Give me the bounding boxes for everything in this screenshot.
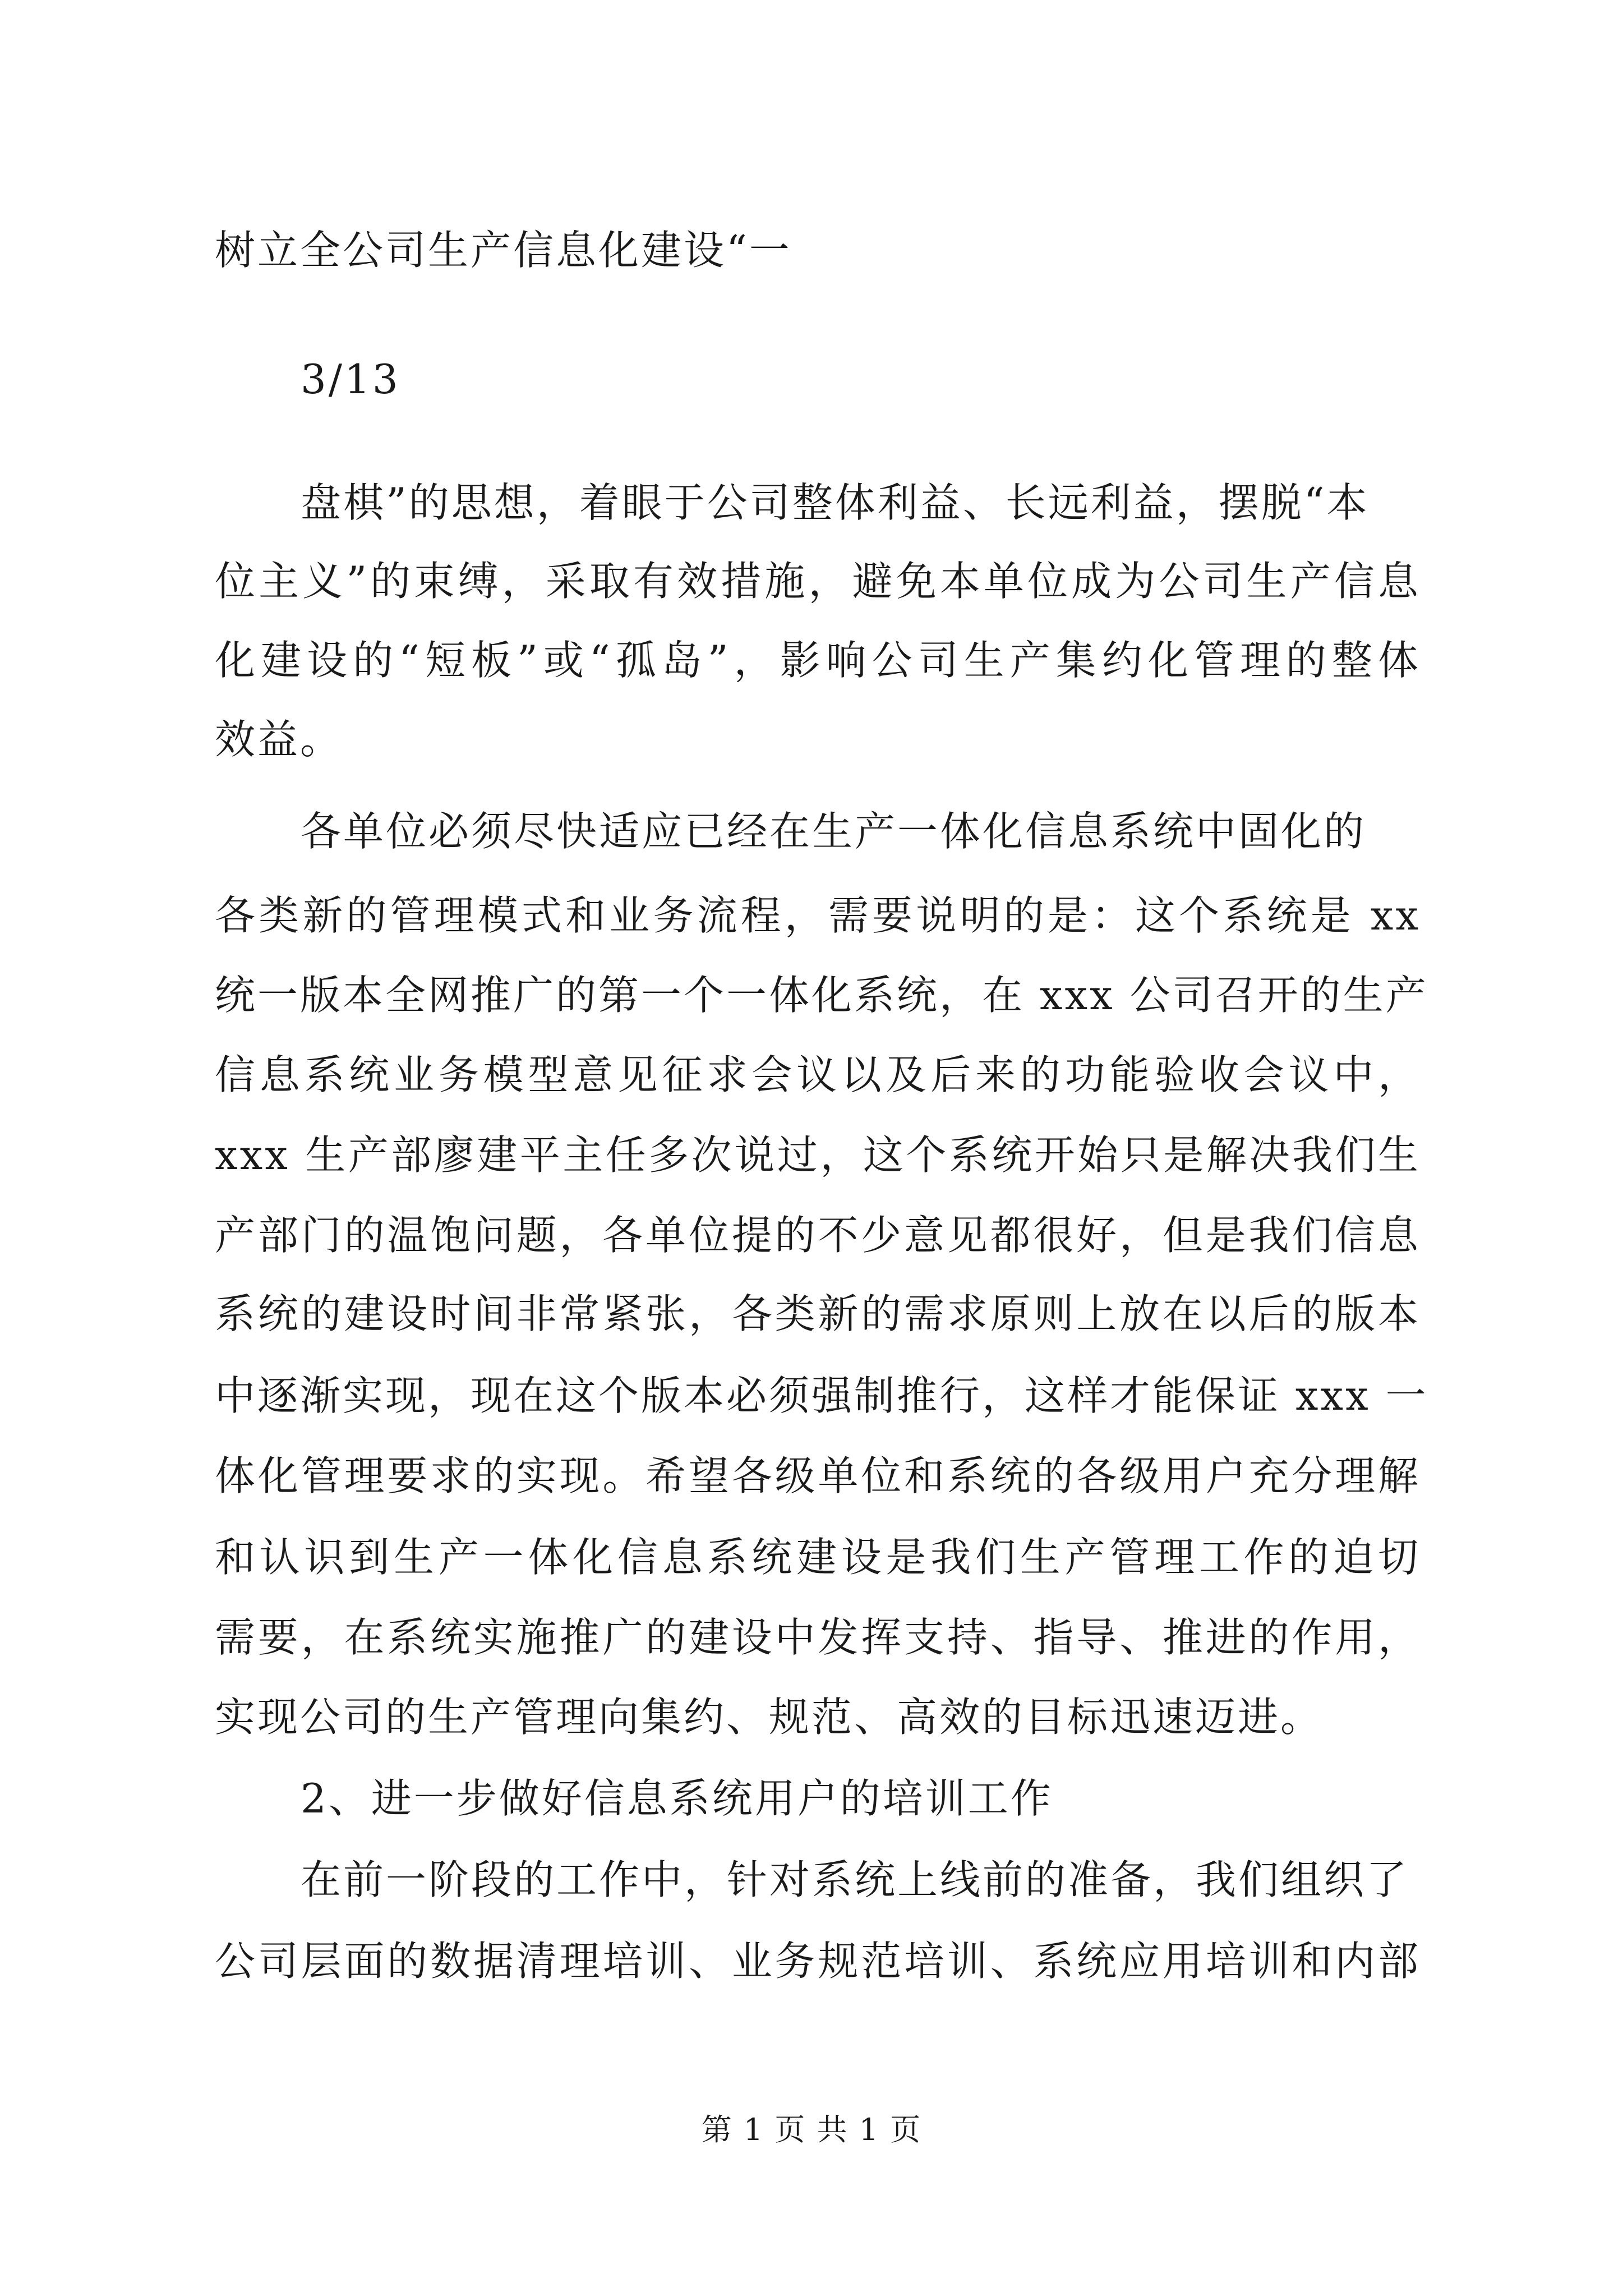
text-line-17: 需要，在系统实施推广的建设中发挥支持、指导、推进的作用，: [215, 1614, 1421, 1661]
page-footer: 第 1 页 共 1 页: [701, 2112, 922, 2147]
text-line-4: 位主义”的束缚，采取有效措施，避免本单位成为公司生产信息: [215, 558, 1421, 605]
text-line-3: 盘棋”的思想，着眼于公司整体利益、长远利益，摆脱“本: [301, 479, 1370, 526]
text-line-14: 中逐渐实现，现在这个版本必须强制推行，这样才能保证 xxx 一: [215, 1372, 1428, 1419]
text-line-12: 产部门的温饱问题，各单位提的不少意见都很好，但是我们信息: [215, 1212, 1421, 1259]
text-line-11: xxx 生产部廖建平主任多次说过，这个系统开始只是解决我们生: [215, 1131, 1421, 1179]
text-line-8: 各类新的管理模式和业务流程，需要说明的是：这个系统是 xx: [215, 892, 1421, 939]
text-line-16: 和认识到生产一体化信息系统建设是我们生产管理工作的迫切: [215, 1534, 1421, 1581]
text-line-13: 系统的建设时间非常紧张，各类新的需求原则上放在以后的版本: [215, 1290, 1421, 1337]
text-line-7: 各单位必须尽快适应已经在生产一体化信息系统中固化的: [301, 808, 1367, 855]
text-line-9: 统一版本全网推广的第一个一体化系统，在 xxx 公司召开的生产: [215, 972, 1428, 1019]
text-line-18: 实现公司的生产管理向集约、规范、高效的目标迅速迈进。: [215, 1694, 1324, 1741]
text-line-5: 化建设的“短板”或“孤岛”，影响公司生产集约化管理的整体: [215, 637, 1421, 684]
text-line-1: 树立全公司生产信息化建设“一: [215, 227, 792, 274]
page-indicator: 3/13: [301, 356, 400, 403]
section-heading: 2、进一步做好信息系统用户的培训工作: [301, 1775, 1053, 1822]
text-line-20: 在前一阶段的工作中，针对系统上线前的准备，我们组织了: [301, 1856, 1409, 1903]
text-line-6: 效益。: [215, 716, 343, 763]
text-line-21: 公司层面的数据清理培训、业务规范培训、系统应用培训和内部: [215, 1938, 1421, 1985]
text-line-15: 体化管理要求的实现。希望各级单位和系统的各级用户充分理解: [215, 1452, 1421, 1499]
text-line-10: 信息系统业务模型意见征求会议以及后来的功能验收会议中，: [215, 1051, 1421, 1098]
